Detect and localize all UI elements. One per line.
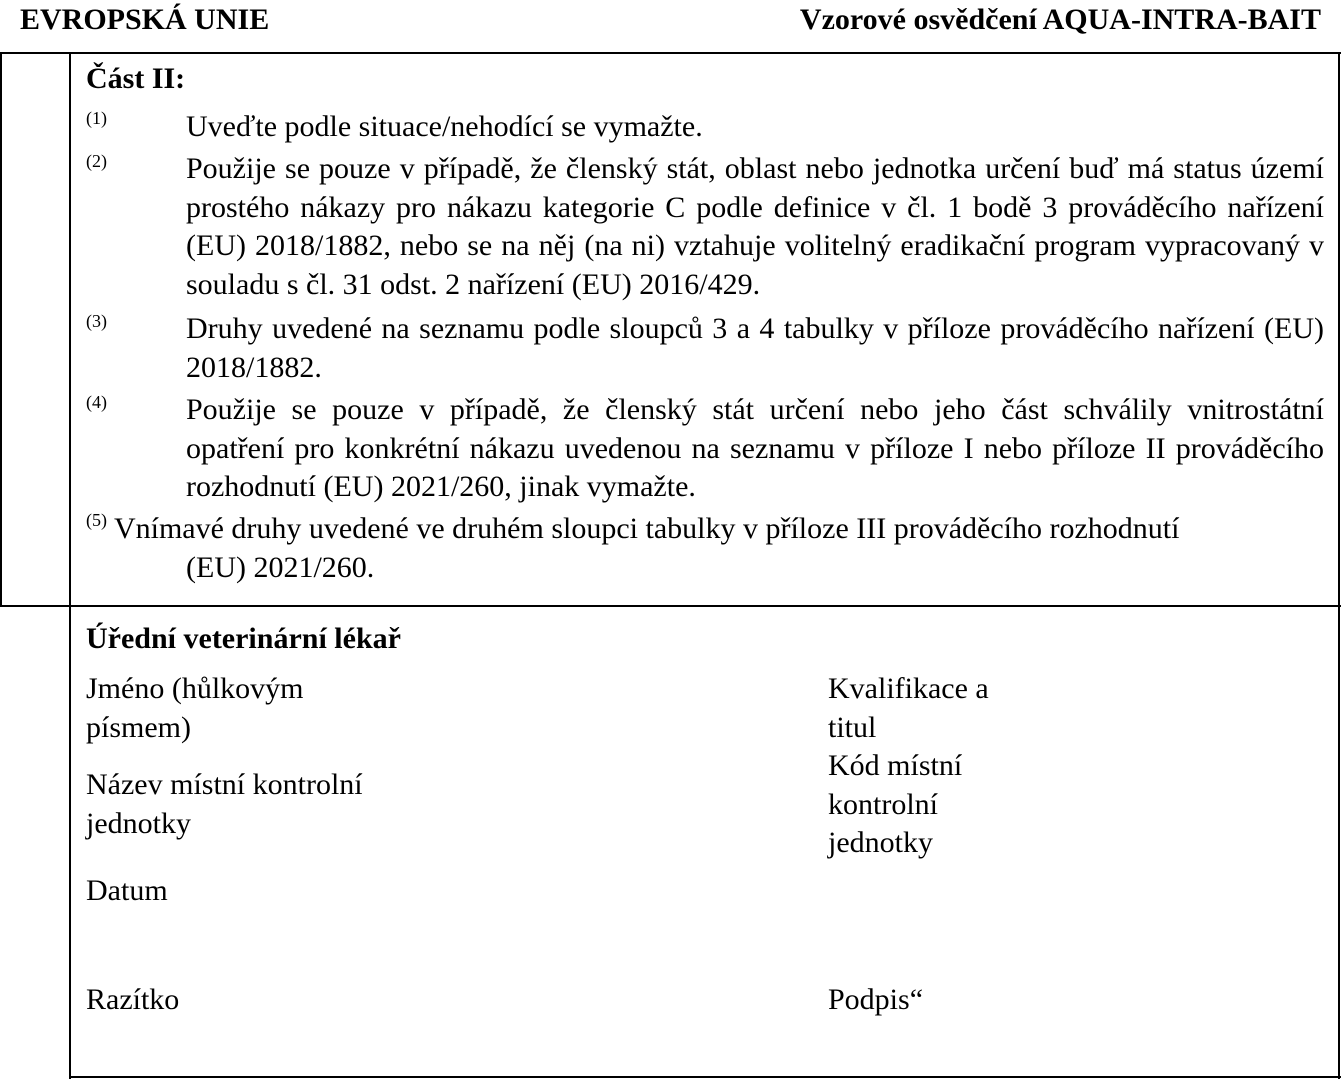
unit-code-label: Kód místní kontrolní jednotky [828,749,963,859]
official-vet-title: Úřední veterinární lékař [86,622,401,655]
note-2-number: (2) [86,151,107,171]
note-5-number: (5) [86,510,107,530]
header-left: EVROPSKÁ UNIE [20,3,270,36]
qualification-label: Kvalifikace a titul [828,672,989,744]
note-3-number: (3) [86,311,107,331]
note-2-text: Použije se pouze v případě, že členský stát, oblast nebo jednotka určení buď má status území prostého nákazy pro nákazu kategorie C podle definice v čl. 1 bodě 3 prováděcího nařízení (EU) 2018/1882, nebo se na něj (na ni) vztahuje volitelný eradikační program vypracovaný v souladu s čl. 31 odst. 2 nařízení (EU) 2016/429. [186,152,1324,301]
note-5-text-continued: (EU) 2021/260. [186,551,375,584]
date-label: Datum [86,874,168,907]
column-divider [69,52,71,1079]
name-label: Jméno (hůlkovým písmem) [86,672,304,744]
note-1-text: Uveďte podle situace/nehodící se vymažte. [186,110,703,143]
stamp-label: Razítko [86,983,180,1016]
header-right: Vzorové osvědčení AQUA-INTRA-BAIT [799,3,1321,36]
note-4-text: Použije se pouze v případě, že členský stát určení nebo jeho část schválily vnitrostátní opatření pro konkrétní nákazu uvedenou na seznamu v příloze I nebo příloze II prováděcího rozhodnutí (EU) 2021/260, jinak vymažte. [186,393,1324,503]
table-top-border [0,52,1341,54]
table-bottom-border [69,1076,1341,1078]
note-3-text: Druhy uvedené na seznamu podle sloupců 3 a 4 tabulky v příloze prováděcího nařízení (EU) 2018/1882. [186,312,1324,384]
note-1-number: (1) [86,108,107,128]
unit-name-label: Název místní kontrolní jednotky [86,768,363,840]
table-right-border [1338,52,1340,1079]
note-5-text: Vnímavé druhy uvedené ve druhém sloupci tabulky v příloze III prováděcího rozhodnutí [113,512,1180,545]
row-divider [0,605,1341,607]
signature-label: Podpis“ [828,983,924,1016]
table-left-border [0,52,2,607]
note-5 [86,510,1324,549]
part2-title: Část II: [86,62,186,95]
note-4-number: (4) [86,392,107,412]
